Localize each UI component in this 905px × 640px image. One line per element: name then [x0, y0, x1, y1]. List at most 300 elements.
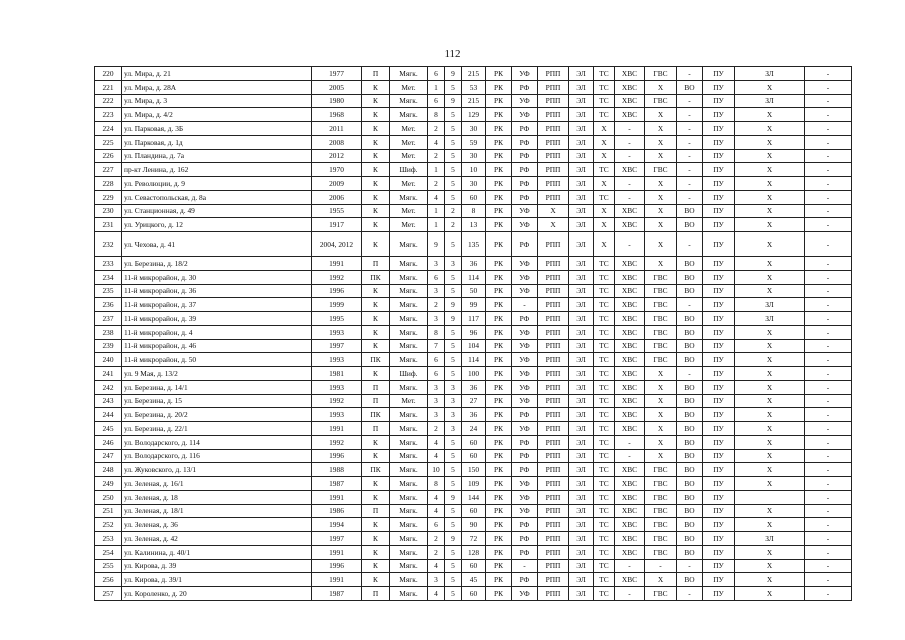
rpp-value: РПП — [538, 353, 569, 367]
cold-water-value: ХВС — [615, 312, 645, 326]
pu-value: ПУ — [703, 408, 735, 422]
build-year: 1994 — [312, 518, 362, 532]
wall-material: П — [362, 394, 390, 408]
hot-water-value: ГВС — [645, 163, 677, 177]
floors-count: 5 — [445, 339, 462, 353]
last-value: - — [805, 449, 852, 463]
row-number: 222 — [95, 94, 122, 108]
facade-value: УФ — [512, 587, 538, 601]
facade-value: УФ — [512, 422, 538, 436]
electricity-value: ЭЛ — [569, 408, 594, 422]
zl-value: Х — [735, 325, 805, 339]
address: ул. Мира, д. 4/2 — [122, 108, 312, 122]
cold-water-value: - — [615, 149, 645, 163]
floors-count: 9 — [445, 298, 462, 312]
electricity-value: ЭЛ — [569, 463, 594, 477]
rpp-value: РПП — [538, 257, 569, 271]
floors-count: 5 — [445, 149, 462, 163]
roof-type: Мягк. — [390, 94, 428, 108]
heating-value: ТС — [594, 490, 615, 504]
pu-value: ПУ — [703, 149, 735, 163]
hot-water-value: ГВС — [645, 463, 677, 477]
zl-value: Х — [735, 108, 805, 122]
facade-value: УФ — [512, 67, 538, 81]
heating-value: ТС — [594, 353, 615, 367]
table-row — [95, 408, 852, 422]
roof-type: Мягк. — [390, 490, 428, 504]
last-value: - — [805, 573, 852, 587]
pu-value: ПУ — [703, 232, 735, 257]
last-value: - — [805, 394, 852, 408]
roof-type: Мягк. — [390, 477, 428, 491]
floors-count: 5 — [445, 367, 462, 381]
pu-value: ПУ — [703, 545, 735, 559]
wall-material: К — [362, 122, 390, 136]
hot-water-value: ГВС — [645, 67, 677, 81]
zl-value: Х — [735, 218, 805, 232]
hot-water-value: - — [645, 559, 677, 573]
cold-water-value: - — [615, 135, 645, 149]
rk-value: РК — [486, 408, 512, 422]
facade-value: РФ — [512, 449, 538, 463]
drainage-value: ВО — [677, 204, 703, 218]
last-value: - — [805, 163, 852, 177]
apartments-count: 13 — [462, 218, 486, 232]
table-row — [95, 135, 852, 149]
build-year: 1996 — [312, 284, 362, 298]
facade-value: РФ — [512, 149, 538, 163]
row-number: 226 — [95, 149, 122, 163]
electricity-value: ЭЛ — [569, 232, 594, 257]
pu-value: ПУ — [703, 135, 735, 149]
table-row — [95, 518, 852, 532]
facade-value: УФ — [512, 108, 538, 122]
wall-material: К — [362, 94, 390, 108]
roof-type: Мет. — [390, 135, 428, 149]
facade-value: УФ — [512, 394, 538, 408]
floors-count: 3 — [445, 394, 462, 408]
roof-type: Мет. — [390, 177, 428, 191]
apartments-count: 104 — [462, 339, 486, 353]
rk-value: РК — [486, 380, 512, 394]
rpp-value: РПП — [538, 339, 569, 353]
floors-count: 5 — [445, 122, 462, 136]
entrances-count: 4 — [428, 435, 445, 449]
pu-value: ПУ — [703, 298, 735, 312]
last-value: - — [805, 339, 852, 353]
zl-value: ЗЛ — [735, 67, 805, 81]
roof-type: Мягк. — [390, 504, 428, 518]
cold-water-value: ХВС — [615, 284, 645, 298]
rpp-value: РПП — [538, 587, 569, 601]
roof-type: Мягк. — [390, 325, 428, 339]
address: ул. Урицкого, д. 12 — [122, 218, 312, 232]
cold-water-value: ХВС — [615, 325, 645, 339]
build-year: 1996 — [312, 449, 362, 463]
pu-value: ПУ — [703, 532, 735, 546]
build-year: 1991 — [312, 573, 362, 587]
address: ул. Березина, д. 14/1 — [122, 380, 312, 394]
rpp-value: РПП — [538, 149, 569, 163]
wall-material: К — [362, 532, 390, 546]
table-row — [95, 380, 852, 394]
rk-value: РК — [486, 135, 512, 149]
wall-material: К — [362, 218, 390, 232]
rk-value: РК — [486, 339, 512, 353]
cold-water-value: ХВС — [615, 163, 645, 177]
cold-water-value: - — [615, 232, 645, 257]
rpp-value: РПП — [538, 232, 569, 257]
zl-value: Х — [735, 284, 805, 298]
row-number: 247 — [95, 449, 122, 463]
electricity-value: ЭЛ — [569, 298, 594, 312]
pu-value: ПУ — [703, 559, 735, 573]
rpp-value: РПП — [538, 545, 569, 559]
electricity-value: ЭЛ — [569, 270, 594, 284]
hot-water-value: Х — [645, 573, 677, 587]
heating-value: ТС — [594, 545, 615, 559]
facade-value: УФ — [512, 490, 538, 504]
zl-value: Х — [735, 545, 805, 559]
facade-value: РФ — [512, 312, 538, 326]
address: ул. Мира, д. 3 — [122, 94, 312, 108]
pu-value: ПУ — [703, 94, 735, 108]
rk-value: РК — [486, 449, 512, 463]
floors-count: 5 — [445, 163, 462, 177]
last-value: - — [805, 367, 852, 381]
electricity-value: ЭЛ — [569, 312, 594, 326]
apartments-count: 36 — [462, 257, 486, 271]
hot-water-value: Х — [645, 435, 677, 449]
address: ул. Жуковского, д. 13/1 — [122, 463, 312, 477]
build-year: 1988 — [312, 463, 362, 477]
floors-count: 9 — [445, 67, 462, 81]
wall-material: ПК — [362, 270, 390, 284]
facade-value: РФ — [512, 518, 538, 532]
drainage-value: ВО — [677, 573, 703, 587]
last-value: - — [805, 284, 852, 298]
cold-water-value: - — [615, 435, 645, 449]
zl-value: Х — [735, 518, 805, 532]
rpp-value: РПП — [538, 190, 569, 204]
entrances-count: 6 — [428, 367, 445, 381]
apartments-count: 30 — [462, 149, 486, 163]
cold-water-value: ХВС — [615, 408, 645, 422]
row-number: 223 — [95, 108, 122, 122]
pu-value: ПУ — [703, 190, 735, 204]
entrances-count: 8 — [428, 325, 445, 339]
table-row — [95, 559, 852, 573]
build-year: 2008 — [312, 135, 362, 149]
rk-value: РК — [486, 367, 512, 381]
drainage-value: ВО — [677, 532, 703, 546]
rpp-value: РПП — [538, 408, 569, 422]
address: 11-й микрорайон, д. 4 — [122, 325, 312, 339]
row-number: 232 — [95, 232, 122, 257]
hot-water-value: ГВС — [645, 587, 677, 601]
heating-value: Х — [594, 135, 615, 149]
electricity-value: ЭЛ — [569, 559, 594, 573]
rpp-value: РПП — [538, 504, 569, 518]
address: ул. 9 Мая, д. 13/2 — [122, 367, 312, 381]
rpp-value: РПП — [538, 559, 569, 573]
electricity-value: ЭЛ — [569, 587, 594, 601]
zl-value: Х — [735, 353, 805, 367]
roof-type: Мягк. — [390, 312, 428, 326]
rk-value: РК — [486, 532, 512, 546]
cold-water-value: ХВС — [615, 270, 645, 284]
rk-value: РК — [486, 232, 512, 257]
facade-value: РФ — [512, 122, 538, 136]
hot-water-value: Х — [645, 80, 677, 94]
address: 11-й микрорайон, д. 39 — [122, 312, 312, 326]
address: ул. Кирова, д. 39/1 — [122, 573, 312, 587]
rk-value: РК — [486, 94, 512, 108]
last-value: - — [805, 218, 852, 232]
roof-type: Мягк. — [390, 422, 428, 436]
wall-material: К — [362, 80, 390, 94]
wall-material: К — [362, 163, 390, 177]
table-row — [95, 545, 852, 559]
hot-water-value: Х — [645, 122, 677, 136]
electricity-value: ЭЛ — [569, 284, 594, 298]
row-number: 228 — [95, 177, 122, 191]
electricity-value: ЭЛ — [569, 449, 594, 463]
apartments-count: 215 — [462, 94, 486, 108]
last-value: - — [805, 232, 852, 257]
rpp-value: РПП — [538, 394, 569, 408]
facade-value: УФ — [512, 94, 538, 108]
facade-value: РФ — [512, 463, 538, 477]
hot-water-value: ГВС — [645, 325, 677, 339]
row-number: 246 — [95, 435, 122, 449]
roof-type: Мягк. — [390, 380, 428, 394]
cold-water-value: ХВС — [615, 380, 645, 394]
pu-value: ПУ — [703, 218, 735, 232]
electricity-value: ЭЛ — [569, 394, 594, 408]
heating-value: ТС — [594, 573, 615, 587]
hot-water-value: Х — [645, 190, 677, 204]
rk-value: РК — [486, 490, 512, 504]
electricity-value: ЭЛ — [569, 339, 594, 353]
roof-type: Мягк. — [390, 257, 428, 271]
housing-register-table — [94, 66, 852, 601]
electricity-value: ЭЛ — [569, 504, 594, 518]
address: ул. Березина, д. 15 — [122, 394, 312, 408]
entrances-count: 2 — [428, 422, 445, 436]
rk-value: РК — [486, 477, 512, 491]
facade-value: УФ — [512, 339, 538, 353]
drainage-value: - — [677, 559, 703, 573]
last-value: - — [805, 532, 852, 546]
build-year: 1991 — [312, 257, 362, 271]
apartments-count: 129 — [462, 108, 486, 122]
cold-water-value: ХВС — [615, 477, 645, 491]
rk-value: РК — [486, 518, 512, 532]
rpp-value: РПП — [538, 573, 569, 587]
floors-count: 5 — [445, 545, 462, 559]
zl-value: Х — [735, 449, 805, 463]
wall-material: К — [362, 232, 390, 257]
cold-water-value: ХВС — [615, 504, 645, 518]
rk-value: РК — [486, 422, 512, 436]
build-year: 2009 — [312, 177, 362, 191]
zl-value: Х — [735, 408, 805, 422]
hot-water-value: Х — [645, 257, 677, 271]
table-row — [95, 232, 852, 257]
pu-value: ПУ — [703, 587, 735, 601]
build-year: 1955 — [312, 204, 362, 218]
facade-value: УФ — [512, 257, 538, 271]
pu-value: ПУ — [703, 367, 735, 381]
heating-value: ТС — [594, 380, 615, 394]
table-row — [95, 80, 852, 94]
table-row — [95, 67, 852, 81]
apartments-count: 60 — [462, 504, 486, 518]
row-number: 225 — [95, 135, 122, 149]
roof-type: Шиф. — [390, 367, 428, 381]
floors-count: 5 — [445, 573, 462, 587]
build-year: 1993 — [312, 380, 362, 394]
entrances-count: 6 — [428, 518, 445, 532]
heating-value: ТС — [594, 587, 615, 601]
zl-value: Х — [735, 149, 805, 163]
row-number: 237 — [95, 312, 122, 326]
address: ул. Парковая, д. 1д — [122, 135, 312, 149]
table-row — [95, 435, 852, 449]
last-value: - — [805, 122, 852, 136]
heating-value: Х — [594, 232, 615, 257]
rk-value: РК — [486, 257, 512, 271]
address: 11-й микрорайон, д. 30 — [122, 270, 312, 284]
zl-value: Х — [735, 204, 805, 218]
entrances-count: 4 — [428, 587, 445, 601]
address: ул. Короленко, д. 20 — [122, 587, 312, 601]
drainage-value: ВО — [677, 490, 703, 504]
entrances-count: 6 — [428, 353, 445, 367]
pu-value: ПУ — [703, 422, 735, 436]
drainage-value: ВО — [677, 463, 703, 477]
row-number: 230 — [95, 204, 122, 218]
entrances-count: 6 — [428, 67, 445, 81]
electricity-value: ЭЛ — [569, 490, 594, 504]
zl-value: Х — [735, 587, 805, 601]
heating-value: ТС — [594, 325, 615, 339]
floors-count: 2 — [445, 218, 462, 232]
cold-water-value: ХВС — [615, 204, 645, 218]
wall-material: К — [362, 545, 390, 559]
zl-value: Х — [735, 163, 805, 177]
apartments-count: 60 — [462, 449, 486, 463]
drainage-value: ВО — [677, 270, 703, 284]
drainage-value: ВО — [677, 284, 703, 298]
zl-value: Х — [735, 559, 805, 573]
row-number: 248 — [95, 463, 122, 477]
rpp-value: Х — [538, 218, 569, 232]
build-year: 1981 — [312, 367, 362, 381]
pu-value: ПУ — [703, 204, 735, 218]
table-row — [95, 312, 852, 326]
roof-type: Мягк. — [390, 190, 428, 204]
build-year: 1992 — [312, 270, 362, 284]
rk-value: РК — [486, 545, 512, 559]
hot-water-value: Х — [645, 177, 677, 191]
table-row — [95, 353, 852, 367]
hot-water-value: ГВС — [645, 545, 677, 559]
entrances-count: 2 — [428, 122, 445, 136]
rpp-value: РПП — [538, 80, 569, 94]
roof-type: Мягк. — [390, 532, 428, 546]
apartments-count: 36 — [462, 380, 486, 394]
rpp-value: РПП — [538, 312, 569, 326]
drainage-value: ВО — [677, 477, 703, 491]
row-number: 227 — [95, 163, 122, 177]
address: 11-й микрорайон, д. 50 — [122, 353, 312, 367]
build-year: 2006 — [312, 190, 362, 204]
entrances-count: 2 — [428, 298, 445, 312]
zl-value: Х — [735, 135, 805, 149]
last-value: - — [805, 559, 852, 573]
pu-value: ПУ — [703, 270, 735, 284]
wall-material: ПК — [362, 353, 390, 367]
row-number: 240 — [95, 353, 122, 367]
apartments-count: 50 — [462, 284, 486, 298]
zl-value: Х — [735, 422, 805, 436]
electricity-value: ЭЛ — [569, 422, 594, 436]
address: пр-кт Ленина, д. 162 — [122, 163, 312, 177]
hot-water-value: Х — [645, 408, 677, 422]
roof-type: Мягк. — [390, 573, 428, 587]
entrances-count: 3 — [428, 380, 445, 394]
electricity-value: ЭЛ — [569, 353, 594, 367]
facade-value: РФ — [512, 545, 538, 559]
heating-value: ТС — [594, 463, 615, 477]
cold-water-value: - — [615, 122, 645, 136]
drainage-value: ВО — [677, 518, 703, 532]
address: ул. Калинина, д. 40/1 — [122, 545, 312, 559]
hot-water-value: ГВС — [645, 298, 677, 312]
last-value: - — [805, 67, 852, 81]
heating-value: Х — [594, 177, 615, 191]
wall-material: К — [362, 339, 390, 353]
facade-value: - — [512, 298, 538, 312]
row-number: 250 — [95, 490, 122, 504]
table-row — [95, 270, 852, 284]
zl-value: Х — [735, 435, 805, 449]
roof-type: Шиф. — [390, 163, 428, 177]
row-number: 233 — [95, 257, 122, 271]
pu-value: ПУ — [703, 67, 735, 81]
build-year: 1997 — [312, 532, 362, 546]
pu-value: ПУ — [703, 435, 735, 449]
entrances-count: 6 — [428, 94, 445, 108]
rk-value: РК — [486, 80, 512, 94]
electricity-value: ЭЛ — [569, 532, 594, 546]
wall-material: ПК — [362, 463, 390, 477]
rpp-value: РПП — [538, 518, 569, 532]
rk-value: РК — [486, 122, 512, 136]
rk-value: РК — [486, 190, 512, 204]
table-row — [95, 177, 852, 191]
last-value: - — [805, 353, 852, 367]
rpp-value: РПП — [538, 463, 569, 477]
address: ул. Кирова, д. 39 — [122, 559, 312, 573]
rpp-value: РПП — [538, 135, 569, 149]
floors-count: 5 — [445, 270, 462, 284]
build-year: 1987 — [312, 477, 362, 491]
floors-count: 9 — [445, 532, 462, 546]
wall-material: П — [362, 380, 390, 394]
